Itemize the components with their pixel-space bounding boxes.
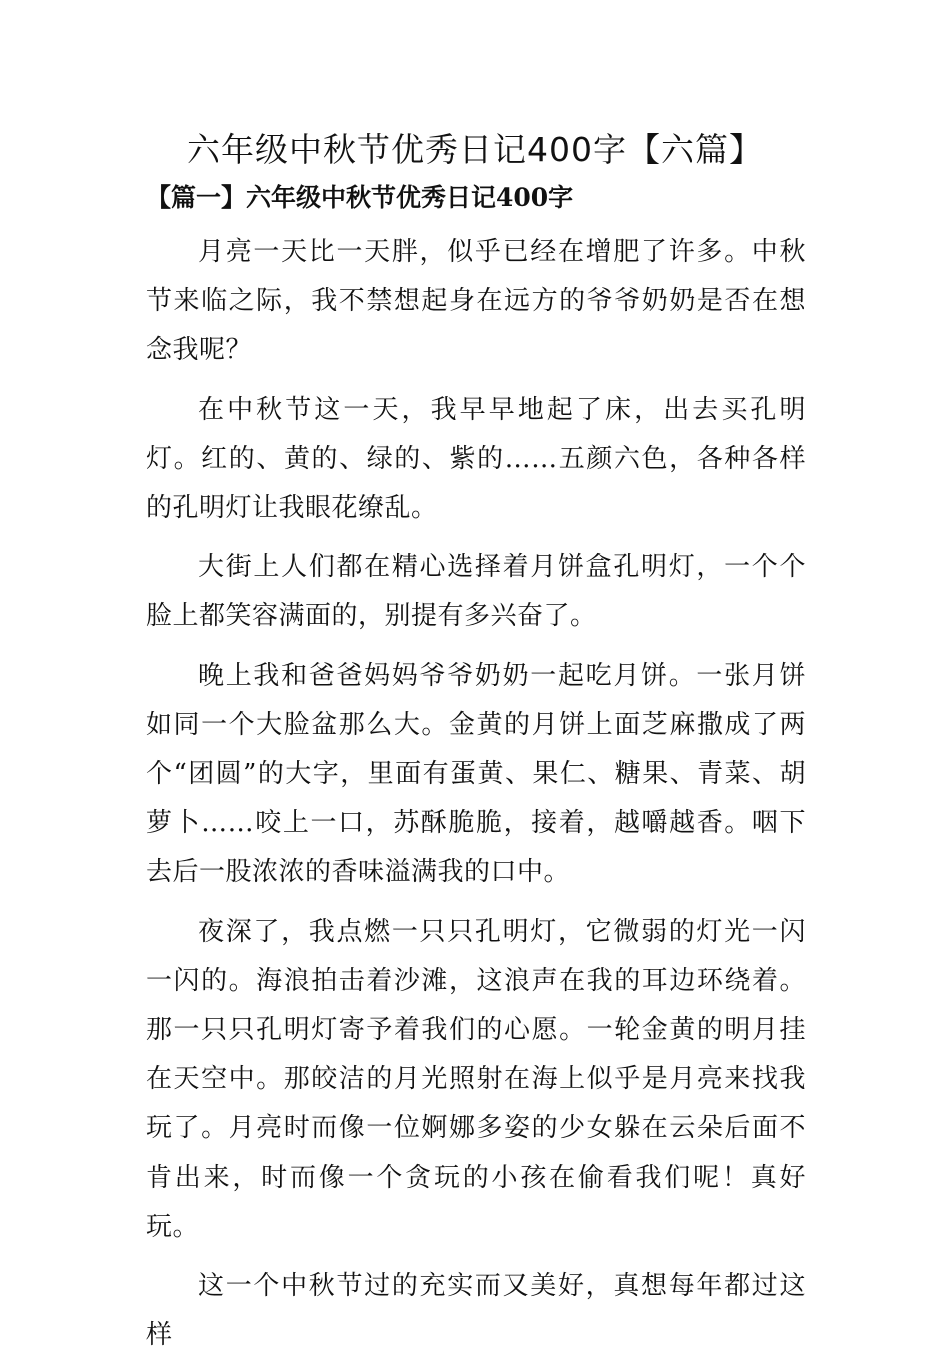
paragraph: 大街上人们都在精心选择着月饼盒孔明灯，一个个脸上都笑容满面的，别提有多兴奋了。 (146, 552, 806, 632)
paragraph: 在中秋节这一天，我早早地起了床，出去买孔明灯。红的、黄的、绿的、紫的……五颜六色，各种各样的孔明灯让我眼花缭乱。 (146, 394, 806, 524)
document-body (146, 228, 806, 1370)
section-heading: 【篇一】六年级中秋节优秀日记400字 (146, 183, 574, 212)
paragraph: 晚上我和爸爸妈妈爷爷奶奶一起吃月饼。一张月饼如同一个大脸盆那么大。金黄的月饼上面芝麻撒成了两个“团圆”的大字，里面有蛋黄、果仁、糖果、青菜、胡萝卜……咬上一口，苏酥脆脆，接着，越嚼越香。咽下去后一股浓浓的香味溢满我的口中。 (146, 660, 806, 888)
paragraph: 这一个中秋节过的充实而又美好，真想每年都过这样 (146, 1271, 806, 1351)
paragraph: 月亮一天比一天胖，似乎已经在增肥了许多。中秋节来临之际，我不禁想起身在远方的爷爷奶奶是否在想念我呢？ (146, 237, 806, 366)
paragraph: 夜深了，我点燃一只只孔明灯，它微弱的灯光一闪一闪的。海浪拍击着沙滩，这浪声在我的耳边环绕着。那一只只孔明灯寄予着我们的心愿。一轮金黄的明月挂在天空中。那皎洁的月光照射在海上似乎是月亮来找我玩了。月亮时而像一位婀娜多姿的少女躲在云朵后面不肯出来，时而像一个贪玩的小孩在偷看我们呢！真好玩。 (146, 916, 806, 1242)
document-title: 六年级中秋节优秀日记400字【六篇】 (187, 130, 763, 169)
